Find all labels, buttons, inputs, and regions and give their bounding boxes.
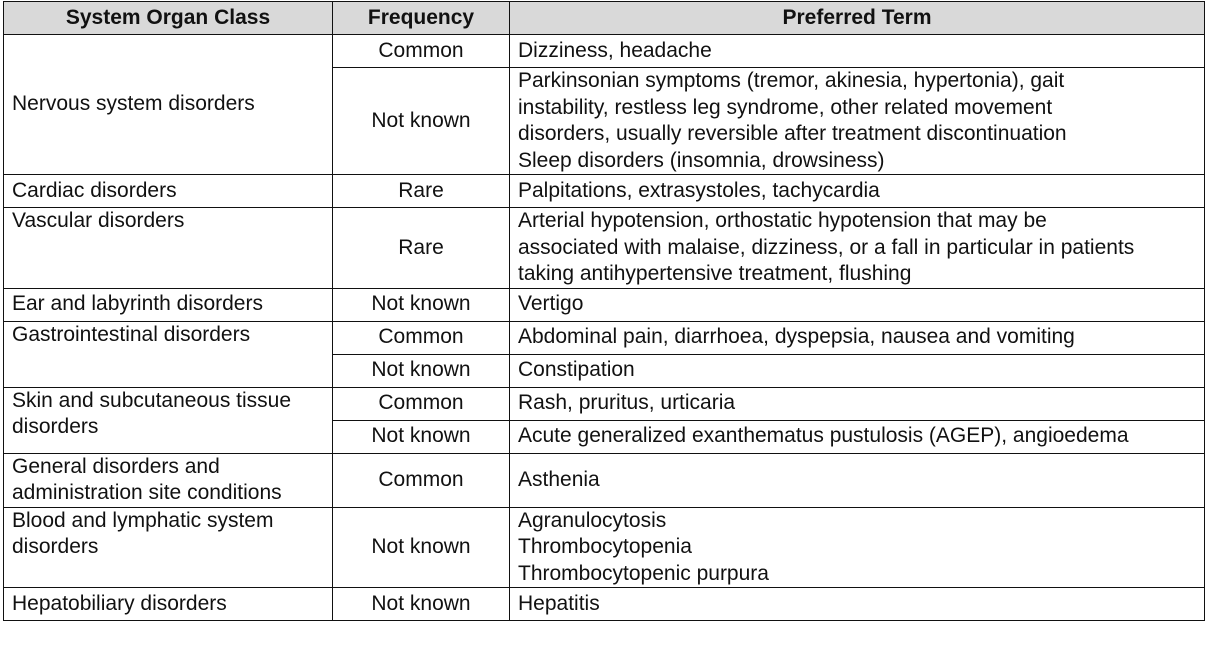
term-cell — [510, 68, 1205, 175]
term-cell — [510, 321, 1205, 354]
frequency-cell: Not known — [333, 507, 510, 588]
header-frequency: Frequency — [333, 2, 510, 35]
table-row — [4, 175, 1205, 208]
term-line: Vertigo — [518, 292, 584, 316]
term-line: Asthenia — [518, 467, 600, 491]
table-row — [4, 288, 1205, 321]
term-cell — [510, 420, 1205, 453]
term-cell — [510, 387, 1205, 420]
frequency-cell: Not known — [333, 588, 510, 621]
term-line: taking antihypertensive treatment, flushing — [518, 262, 912, 285]
frequency-cell: Not known — [333, 68, 510, 175]
soc-cell: General disorders and administration site conditions — [4, 453, 333, 507]
soc-cell: Ear and labyrinth disorders — [4, 288, 333, 321]
table-body — [4, 35, 1205, 621]
table-header — [4, 2, 1205, 35]
table-row — [4, 208, 1205, 289]
frequency-cell: Not known — [333, 354, 510, 387]
table-row — [4, 387, 1205, 420]
soc-cell: Skin and subcutaneous tissue disorders — [4, 387, 333, 453]
term-cell — [510, 354, 1205, 387]
term-cell — [510, 35, 1205, 68]
term-cell — [510, 507, 1205, 588]
term-cell — [510, 208, 1205, 289]
header-preferred-term: Preferred Term — [510, 2, 1205, 35]
table-row — [4, 35, 1205, 68]
term-cell — [510, 588, 1205, 621]
term-line: Sleep disorders (insomnia, drowsiness) — [518, 148, 885, 172]
adverse-reactions-table — [3, 1, 1205, 621]
frequency-cell: Rare — [333, 208, 510, 289]
term-line: Abdominal pain, diarrhoea, dyspepsia, nausea and vomiting — [518, 325, 1075, 349]
term-line: associated with malaise, dizziness, or a fall in particular in patients — [518, 235, 1135, 259]
soc-cell: Blood and lymphatic system disorders — [4, 507, 333, 588]
term-line: Palpitations, extrasystoles, tachycardia — [518, 178, 880, 202]
term-line: disorders, usually reversible after treatment discontinuation — [518, 122, 1067, 145]
frequency-cell: Common — [333, 453, 510, 507]
term-line: Thrombocytopenic purpura — [518, 561, 769, 585]
table-row — [4, 588, 1205, 621]
term-line: Dizziness, headache — [518, 38, 712, 62]
term-line: Acute generalized exanthematus pustulosis (AGEP), angioedema — [518, 424, 1129, 448]
table-row — [4, 321, 1205, 354]
soc-cell: Nervous system disorders — [4, 35, 333, 175]
term-line: Hepatitis — [518, 591, 600, 615]
soc-cell: Vascular disorders — [4, 208, 333, 289]
term-cell — [510, 175, 1205, 208]
table-row — [4, 453, 1205, 507]
term-line: Agranulocytosis — [518, 508, 667, 532]
header-system-organ-class: System Organ Class — [4, 2, 333, 35]
term-line: Parkinsonian symptoms (tremor, akinesia, hypertonia), gait — [518, 69, 1065, 92]
frequency-cell: Common — [333, 35, 510, 68]
frequency-cell: Not known — [333, 420, 510, 453]
table-row — [4, 507, 1205, 588]
frequency-cell: Common — [333, 321, 510, 354]
term-line: instability, restless leg syndrome, other related movement — [518, 95, 1053, 119]
term-cell — [510, 288, 1205, 321]
term-line: Arterial hypotension, orthostatic hypotension that may be — [518, 209, 1047, 232]
term-cell — [510, 453, 1205, 507]
frequency-cell: Not known — [333, 288, 510, 321]
term-line: Thrombocytopenia — [518, 535, 692, 558]
frequency-cell: Common — [333, 387, 510, 420]
soc-cell: Hepatobiliary disorders — [4, 588, 333, 621]
soc-cell: Cardiac disorders — [4, 175, 333, 208]
frequency-cell: Rare — [333, 175, 510, 208]
term-line: Rash, pruritus, urticaria — [518, 391, 736, 415]
soc-cell: Gastrointestinal disorders — [4, 321, 333, 387]
term-line: Constipation — [518, 358, 635, 382]
